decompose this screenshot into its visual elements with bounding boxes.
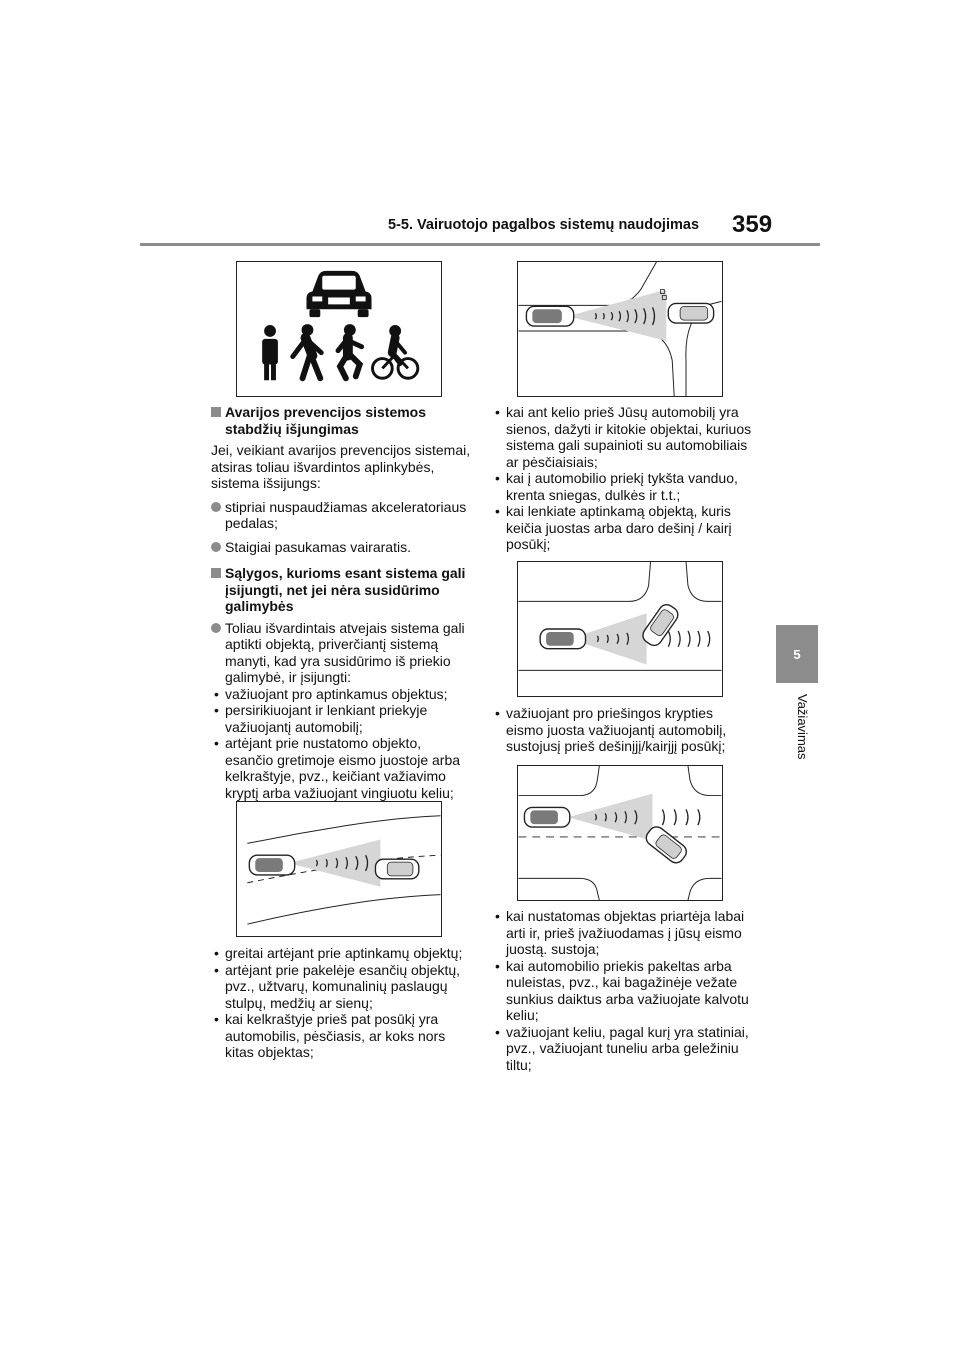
list-item: • kai nustatomas objektas priartėja labai arti ir, prieš įvažiuodamas į jūsų eismo juostą. sustoja;: [492, 908, 754, 958]
list-item: • kai automobilio priekis pakeltas arba nuleistas, pvz., kai bagažinėje vežate sunkius daiktus arba važiuojate kalvotu keliu;: [492, 958, 754, 1024]
page-number: 359: [732, 211, 773, 238]
section-heading-text: Sąlygos, kurioms esant sistema gali įsijungti, net jei nėra susidūrimo galimybės: [225, 565, 466, 614]
chapter-tab: 5: [776, 625, 818, 683]
running-header: 5-5. Vairuotojo pagalbos sistemų naudojimas: [388, 217, 700, 233]
figure-entering-car: [517, 765, 723, 901]
car-front-icon: [306, 271, 371, 317]
bullet-list: [211, 945, 473, 1061]
circle-item-text: Staigiai pasukamas vairaratis.: [225, 538, 411, 555]
sensor-beam: [289, 839, 381, 886]
own-car-icon: [249, 855, 294, 875]
oncoming-car-icon: [668, 303, 713, 323]
detectable-objects-illustration: [237, 262, 441, 396]
adjacent-car-icon: [375, 859, 418, 879]
bullet-list: [492, 908, 754, 1073]
circle-list-item: [211, 499, 473, 532]
own-car-icon: [540, 629, 585, 649]
list-item: • persirikiuojant ir lenkiant priekyje važiuojantį automobilį;: [211, 702, 473, 735]
figure-detectable-objects: [236, 261, 442, 397]
circle-bullet-icon: [211, 542, 221, 552]
winding-road-illustration: [237, 802, 441, 936]
figure-curve-road: [517, 261, 723, 397]
list-item: • greitai artėjant prie aptinkamų objektų;: [211, 945, 473, 962]
own-car-icon: [526, 306, 573, 326]
list-item: • artėjant prie nustatomo objekto, esančio gretimoje eismo juostoje arba kelkraštyje, pvz., keičiant važiavimo kryptį arba važiuojant vingiuotu keliu;: [211, 735, 473, 801]
pedestrian-standing-icon: [262, 325, 278, 380]
circle-item-text: stipriai nuspaudžiamas akceleratoriaus pedalas;: [225, 498, 467, 531]
sensor-beam: [568, 794, 653, 841]
list-item: • važiuojant keliu, pagal kurį yra statiniai, pvz., važiuojant tuneliu arba geležiniu tiltu;: [492, 1024, 754, 1074]
own-car-icon: [524, 807, 569, 827]
turning-car-illustration: [518, 562, 722, 696]
right-column-lower: [492, 908, 754, 1073]
curve-road-illustration: [518, 262, 722, 396]
section-heading-text: Avarijos prevencijos sistemos stabdžių išjungimas: [225, 404, 427, 437]
section-heading-false-activation: [211, 565, 473, 615]
bullet-list: [492, 404, 754, 553]
list-item: • kai ant kelio prieš Jūsų automobilį yra sienos, dažyti ir kitokie objektai, kuriuos sistema gali supainioti su automobiliais ar pėsčiaisiais;: [492, 404, 754, 470]
sensor-beam: [568, 290, 667, 341]
square-bullet-icon: [211, 407, 221, 417]
right-column: [492, 404, 754, 553]
chapter-label: Važiavimas: [795, 694, 810, 760]
pedestrian-walking-icon: [293, 324, 322, 378]
circle-bullet-icon: [211, 502, 221, 512]
circle-item-text: Toliau išvardintais atvejais sistema gali aptikti objektą, priverčiantį sistemą manyti, kad yra susidūrimo iš priekio galimybė, ir įsijungti:: [225, 619, 465, 685]
left-column-lower: [211, 945, 473, 1061]
section-heading-brake-cancel: [211, 404, 473, 437]
list-item: • važiuojant pro priešingos krypties eismo juosta važiuojantį automobilį, sustojusį prieš dešinįjį/kairįjį posūkį;: [492, 705, 754, 755]
left-column: [211, 404, 473, 801]
cyclist-icon: [373, 325, 418, 378]
square-bullet-icon: [211, 568, 221, 578]
bullet-list: [492, 705, 754, 755]
right-column-middle: [492, 705, 754, 755]
bullet-list: [211, 686, 473, 802]
circle-list-item: [211, 620, 473, 686]
list-item: • kai kelkraštyje prieš pat posūkį yra automobilis, pėsčiasis, ar koks nors kitas objektas;: [211, 1011, 473, 1061]
figure-turning-car: [517, 561, 723, 697]
pedestrian-running-icon: [338, 324, 362, 378]
figure-winding-road: [236, 801, 442, 937]
section-intro: Jei, veikiant avarijos prevencijos sistemai, atsiras toliau išvardintos aplinkybės, sistema išsijungs:: [211, 442, 471, 491]
header-divider: [140, 243, 820, 246]
entering-car-illustration: [518, 766, 722, 900]
list-item: • artėjant prie pakelėje esančių objektų, pvz., užtvarų, komunalinių paslaugų stulpų, medžių ar sienų;: [211, 962, 473, 1012]
list-item: • kai į automobilio priekį tykšta vanduo, krenta sniegas, dulkės ir t.t.;: [492, 470, 754, 503]
circle-bullet-icon: [211, 623, 221, 633]
stopped-car-icon: [643, 824, 689, 866]
list-item: • kai lenkiate aptinkamą objektą, kuris keičia juostas arba daro dešinį / kairį posūkį;: [492, 503, 754, 553]
circle-list-item: [211, 539, 473, 556]
list-item: • važiuojant pro aptinkamus objektus;: [211, 686, 473, 703]
